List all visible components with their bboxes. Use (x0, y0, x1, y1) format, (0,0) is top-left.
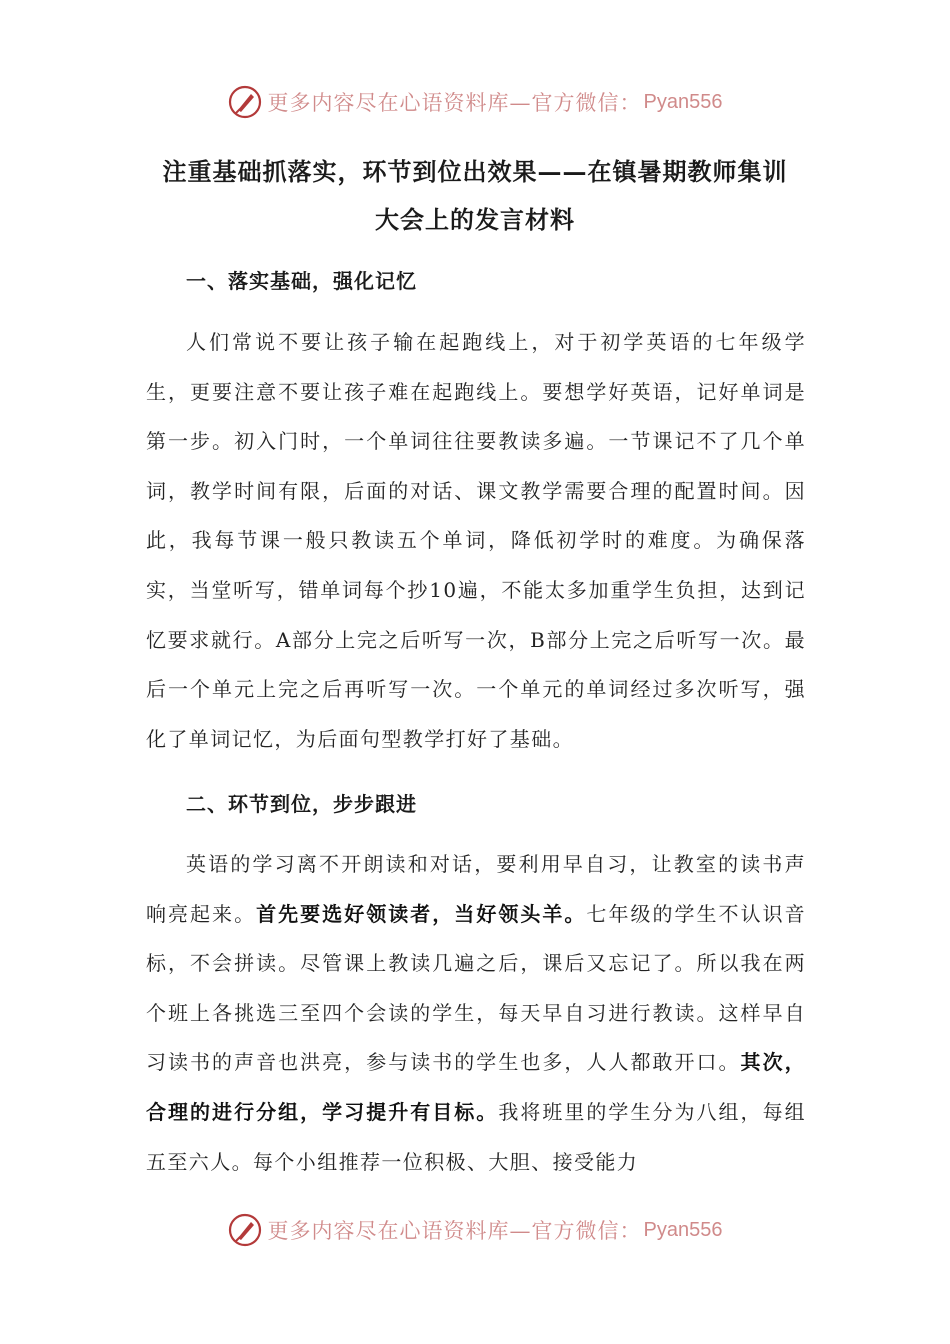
section-2-text-b: 七年级的学生不认识音标，不会拼读。尽管课上教读几遍之后，课后又忘记了。所以我在两个班上各挑选三至四个会读的学生，每天早自习进行教读。这样早自习读书的声音也洪亮，参与读书的学生也多，人人都敢开口。 (146, 901, 807, 1075)
watermark-text: 更多内容尽在心语资料库—官方微信： (267, 1219, 642, 1243)
section-1-heading: 一、落实基础，强化记忆 (186, 269, 417, 293)
quill-logo-icon (228, 85, 262, 119)
section-2-text-a: 英语的学习离不开朗读和对话，要利用早自习，让教室的读书声响亮起来。 (146, 852, 806, 926)
section-2-paragraph (146, 840, 806, 1187)
watermark-banner-top (0, 82, 950, 122)
watermark-id: Pyan556 (643, 1218, 723, 1241)
watermark-text: 更多内容尽在心语资料库—官方微信： (267, 91, 642, 115)
watermark-banner-bottom (0, 1210, 950, 1250)
document-title-line-1: 注重基础抓落实，环节到位出效果——在镇暑期教师集训 (162, 157, 788, 186)
section-2-text-c: 我将班里的学生分为八组，每组五至六人。每个小组推荐一位积极、大胆、接受能力 (146, 1099, 806, 1174)
section-2-emphasis-b: 其次，合理的进行分组，学习提升有目标。 (146, 1050, 806, 1124)
watermark-id: Pyan556 (643, 90, 723, 113)
section-2-heading: 二、环节到位，步步跟进 (186, 792, 417, 816)
section-1-paragraph: 人们常说不要让孩子输在起跑线上，对于初学英语的七年级学生，更要注意不要让孩子难在起跑线上。要想学好英语，记好单词是第一步。初入门时，一个单词往往要教读多遍。一节课记不了几个单词，教学时间有限，后面的对话、课文教学需要合理的配置时间。因此，我每节课一般只教读五个单词，降低初学时的难度。为确保落实，当堂听写，错单词每个抄10遍，不能太多加重学生负担，达到记忆要求就行。A部分上完之后听写一次，B部分上完之后听写一次。最后一个单元上完之后再听写一次。一个单元的单词经过多次听写，强化了单词记忆，为后面句型教学打好了基础。 (146, 330, 806, 751)
document-title-line-2: 大会上的发言材料 (375, 205, 575, 234)
section-2-emphasis-a: 首先要选好领读者，当好领头羊。 (256, 901, 587, 926)
quill-logo-icon (228, 1213, 262, 1247)
